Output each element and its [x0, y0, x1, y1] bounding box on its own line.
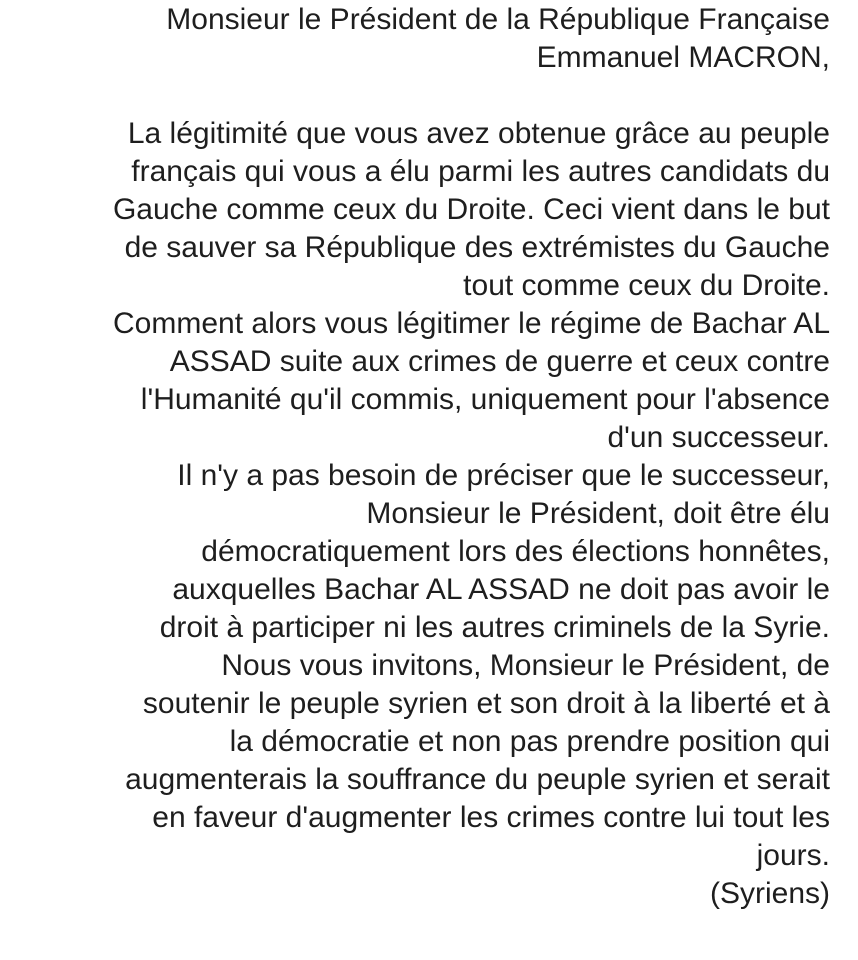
letter-body-line: Nous vous invitons, Monsieur le Président, de [221, 649, 830, 682]
letter-body-line: d'un successeur. [607, 421, 830, 454]
letter-body-line: augmenterais la souffrance du peuple syrien et serait [125, 763, 830, 796]
letter-body-line: de sauver sa République des extrémistes du Gauche [124, 231, 830, 264]
letter-body-line: Gauche comme ceux du Droite. Ceci vient dans le but [112, 193, 830, 226]
signature-line: (Syriens) [709, 877, 830, 910]
letter-body-line: tout comme ceux du Droite. [463, 269, 830, 302]
letter-body-line: La légitimité que vous avez obtenue grâce au peuple [127, 117, 830, 150]
salutation-line: Monsieur le Président de la République Française [166, 3, 830, 36]
letter-body-line: jours. [756, 839, 830, 872]
letter-body-line: l'Humanité qu'il commis, uniquement pour l'absence [140, 383, 830, 416]
letter-body-line: français qui vous a élu parmi les autres candidats du [131, 155, 830, 188]
letter-body-line: droit à participer ni les autres criminels de la Syrie. [159, 611, 830, 644]
letter-body-line: auxquelles Bachar AL ASSAD ne doit pas avoir le [172, 573, 830, 606]
letter-body-line: Il n'y a pas besoin de préciser que le successeur, [177, 459, 830, 492]
letter-body-line: Monsieur le Président, doit être élu [366, 497, 830, 530]
letter-body-line: ASSAD suite aux crimes de guerre et ceux contre [169, 345, 830, 378]
letter-body-line: soutenir le peuple syrien et son droit à la liberté et à [142, 687, 830, 720]
letter-body-line: Comment alors vous légitimer le régime de Bachar AL [113, 307, 830, 340]
letter-body-line: la démocratie et non pas prendre position qui [229, 725, 830, 758]
letter-body-line: en faveur d'augmenter les crimes contre lui tout les [152, 801, 830, 834]
letter-body-line: démocratiquement lors des élections honnêtes, [201, 535, 830, 568]
recipient-name-line: Emmanuel MACRON, [536, 41, 830, 74]
